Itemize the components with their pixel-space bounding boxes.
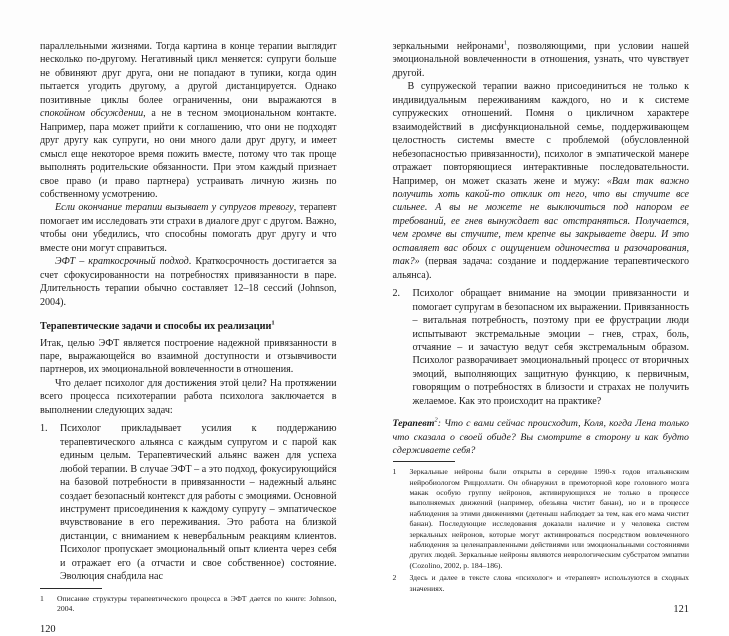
footnote-text: Описание структуры терапевтического процесса в ЭФТ дается по книге: Johnson, 2004. <box>57 594 337 613</box>
paragraph-continuation <box>393 40 690 80</box>
page-number-left: 120 <box>40 624 337 636</box>
page-number-right: 121 <box>393 604 690 616</box>
text-run-italic: ЭФТ – краткосрочный подход <box>55 256 189 267</box>
footnote-item <box>393 467 690 571</box>
list-item-number: 2. <box>393 287 409 300</box>
list-item <box>393 287 690 408</box>
list-item <box>40 422 337 583</box>
text-run: В супружеской терапии важно присоединиться не только к индивидуальным переживаниям каждого, но и к системе супружеских отношений. Помня о цикличном характере взаимодействий в дисфункциональной семье, поддерживающем целостность системы вместе с проблемой (обусловленной небезопасностью привязанности), психолог в эмпатической манере отражает повторяющиеся интерактивные последовательности. Например, он может сказать жене и мужу: <box>393 81 690 186</box>
page-left <box>0 0 365 540</box>
text-run: , терапевт помогает им исследовать эти страхи в диалоге друг с другом. Важно, чтобы они убедились, что способны помогать друг другу и что вместе они могут справиться. <box>40 202 337 253</box>
paragraph <box>40 201 337 255</box>
page-left-textblock <box>40 40 337 584</box>
text-run: Итак, целью ЭФТ является построение надежной привязанности в паре, выражающейся во взаимной доступности и отзывчивости партнеров, их эмоциональной вовлеченности в отношения. <box>40 338 337 376</box>
dialogue-separator: : <box>438 418 444 429</box>
footnote-separator-rule <box>40 588 102 589</box>
text-run-italic: Если окончание терапии вызывает у супругов тревогу <box>55 202 294 213</box>
footnote-area-right <box>393 457 690 616</box>
list-item-text: Психолог прикладывает усилия к поддержанию терапевтического альянса с каждым супругом и с парой как единым целым. Терапевтический альянс важен для успеха любой терапии. В случае ЭФТ – а это подход, фокусирующийся на базовой потребности в привязанности – надежный альянс создает безопасный контекст для работы с эмоциями. Основной инструмент присоединения к каждому супругу – эмпатическое вчувствование в его переживания. Это работа на близкой дистанции, с вниманием к невербальным реакциям клиентов. Психолог пропускает эмоциональный опыт клиента через себя и отражает его (а отчасти и свое собственное) состояние. Эволюция снабдила нас <box>60 423 337 582</box>
text-run: , а не в тесном эмоциональном контакте. Например, пара может прийти к соглашению, что они не подходят друг другу как супруги, но они много дали друг другу, и имеет смысл еще некоторое время пожить вместе, потому что так проще выполнять родительские обязанности. При этом каждый признает свое право (и право партнера) устраивать личную жизнь по собственному усмотрению. <box>40 108 337 200</box>
page-right-textblock <box>393 40 690 457</box>
footnote-item <box>393 573 690 594</box>
page-right <box>365 0 729 540</box>
list-item-number: 1. <box>40 422 56 435</box>
footnote-text: Зеркальные нейроны были открыты в середине 1990-х годов итальянским нейробиологом Риццоллати. Он обнаружил в премоторной коре головного мозга макак особую группу нейронов, активирующихся не только в процессе выполняемых движений (например, обезьяна чистит банан), но и в процессе наблюдения за этими движениями (детеныш наблюдает за тем, как его мама чистит банан). Последующие исследования доказали наличие и у человека систем зеркальных нейронов, которые могут активироваться посредством вовлеченного наблюдения за целенаправленными действиями или эмоциональными состояниями других людей. Зеркальные нейроны являются неврологическим субстратом эмпатии (Cozolino, 2002, p. 184–186). <box>410 467 690 570</box>
paragraph <box>40 337 337 377</box>
task-list <box>40 422 337 583</box>
footnote-text: Здесь и далее в тексте слова «психолог» и «терапевт» используются в сходных значениях. <box>410 573 690 592</box>
footnote-area-left <box>40 584 337 636</box>
task-list <box>393 287 690 408</box>
paragraph <box>393 80 690 282</box>
text-run: зеркальными нейронами <box>393 41 504 52</box>
footnote-item <box>40 594 337 615</box>
section-heading-text: Терапевтические задачи и способы их реализации <box>40 321 271 332</box>
text-run: , позволяющими, при условии нашей эмоциональной вовлеченности в отношения, узнать, что чувствует другой. <box>393 41 690 79</box>
text-run-italic-quote: «Вам так важно получить хоть какой-то отклик от него, что вы стучите все сильнее. А вы не можете не выключиться под напором ее требований, ее гнев вынуждает вас отстраняться. Получается, чем громче вы стучите, тем крепче вы закрываете двери. И это оставляет вас обоих с ощущением одиночества и разочарования, так?» <box>393 176 690 268</box>
dialogue-line <box>393 417 690 457</box>
paragraph <box>40 377 337 417</box>
footnote-number: 1 <box>40 594 53 604</box>
dialogue-text: Что с вами сейчас происходит, Коля, когда Лена только что сказала о своей обиде? Вы смотрите в сторону и как будто сдерживаете себя? <box>393 418 690 456</box>
footnote-list <box>40 594 337 615</box>
list-item-text: Психолог обращает внимание на эмоции привязанности и помогает супругам в безопасном их выражении. Привязанность – витальная потребность, поэтому при ее фрустрации люди испытывают экстремальные эмоции – гнев, страх, боль, отчаяние – и зачастую ведут себя экстремальным образом. Психолог разворачивает эмоциональный процесс от вторичных эмоций, выполняющих защитную функцию, к первичным, говорящим о потребностях в близости и страхах не получить желаемое. Как это происходит на практике? <box>413 288 690 407</box>
footnote-reference-1[interactable]: 1 <box>271 320 274 327</box>
footnote-number: 1 <box>393 467 406 477</box>
footnote-reference-2[interactable]: 2 <box>434 417 437 424</box>
paragraph <box>40 255 337 309</box>
text-run: . Краткосрочность достигается за счет сфокусированности на потребностях привязанности в паре. Длительность терапии обычно составляет 12–18 сессий (Johnson, 2004). <box>40 256 337 307</box>
footnote-separator-rule <box>393 461 455 462</box>
footnote-list <box>393 467 690 594</box>
text-run: (первая задача: создание и поддержание терапевтического альянса). <box>393 256 690 280</box>
text-run: параллельными жизнями. Тогда картина в конце терапии выглядит несколько по-другому. Негативный цикл меняется: супруги больше не обвиняют друг друга, они не попадают в тупики, когда один пытается угодить другому, а другой дистанцируется. Однако позитивные циклы более ограниченны, они выражаются в <box>40 41 337 106</box>
text-run-italic: спокойном обсуждении <box>40 108 143 119</box>
footnote-reference-1[interactable]: 1 <box>504 40 507 47</box>
footnote-number: 2 <box>393 573 406 583</box>
text-run: Что делает психолог для достижения этой цели? На протяжении всего процесса психотерапии работа психолога заключается в выполнении следующих задач: <box>40 378 337 416</box>
paragraph-continuation <box>40 40 337 201</box>
section-heading <box>40 320 337 333</box>
dialogue-speaker: Терапевт <box>393 418 435 429</box>
